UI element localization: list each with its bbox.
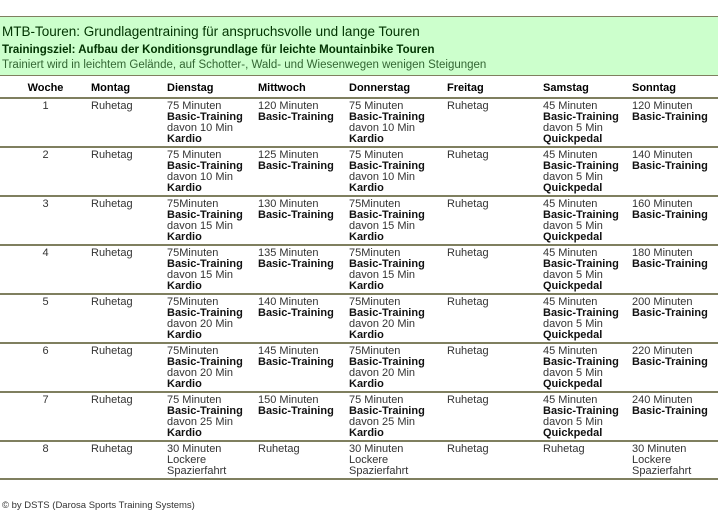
week-number: 5	[0, 294, 91, 343]
training-detail: Ruhetag	[447, 345, 489, 357]
week-number: 3	[0, 196, 91, 245]
cell-friday	[447, 441, 543, 479]
cell-tuesday	[167, 441, 258, 479]
training-type: Basic-Training	[632, 405, 708, 417]
training-detail: Ruhetag	[447, 296, 489, 308]
cell-monday	[91, 294, 167, 343]
training-detail: 75Minuten	[349, 198, 401, 210]
training-detail: 75Minuten	[167, 345, 219, 357]
cell-wednesday	[258, 343, 349, 392]
training-detail: Spazierfahrt	[167, 465, 227, 477]
training-detail: 75 Minuten	[167, 394, 222, 406]
training-detail: 140 Minuten	[632, 149, 693, 161]
training-detail: 75Minuten	[349, 345, 401, 357]
cell-wednesday	[258, 441, 349, 479]
training-type: Basic-Training	[543, 307, 619, 319]
training-detail: 45 Minuten	[543, 198, 598, 210]
copyright-footer: © by DSTS (Darosa Sports Training Systems)	[2, 500, 195, 511]
table-body	[0, 98, 718, 479]
week-number: 7	[0, 392, 91, 441]
training-type: Kardio	[349, 133, 384, 145]
week-number: 1	[0, 98, 91, 147]
training-type: Kardio	[349, 427, 384, 439]
training-detail: davon 15 Min	[349, 220, 416, 232]
training-type: Basic-Training	[349, 258, 425, 270]
cell-saturday	[543, 392, 632, 441]
training-type: Basic-Training	[632, 111, 708, 123]
table-row	[0, 196, 718, 245]
training-description: Trainiert wird in leichtem Gelände, auf Schotter-, Wald- und Wiesenwegen wenigen Steigungen	[2, 59, 487, 71]
cell-tuesday	[167, 98, 258, 147]
training-type: Basic-Training	[349, 405, 425, 417]
training-detail: Ruhetag	[91, 247, 133, 259]
column-header-week: Woche	[0, 79, 91, 98]
training-type: Basic-Training	[167, 111, 243, 123]
cell-thursday	[349, 392, 447, 441]
training-type: Basic-Training	[258, 209, 334, 221]
training-detail: 135 Minuten	[258, 247, 319, 259]
cell-sunday	[632, 147, 718, 196]
training-detail: Lockere Spazierfahrt	[349, 454, 409, 477]
table-row	[0, 343, 718, 392]
training-detail: davon 5 Min	[543, 220, 603, 232]
cell-sunday	[632, 98, 718, 147]
training-detail: Ruhetag	[447, 198, 489, 210]
plan-header	[0, 16, 718, 76]
training-detail: Spazierfahrt	[632, 465, 692, 477]
table-row	[0, 147, 718, 196]
training-detail: 75Minuten	[167, 247, 219, 259]
week-number: 8	[0, 441, 91, 479]
training-type: Basic-Training	[543, 160, 619, 172]
training-type: Quickpedal	[543, 329, 603, 341]
training-type: Basic-Training	[543, 356, 619, 368]
training-type: Quickpedal	[543, 280, 603, 292]
training-detail: Ruhetag	[447, 149, 489, 161]
column-header-friday: Freitag	[447, 79, 543, 98]
cell-friday	[447, 343, 543, 392]
training-detail: 180 Minuten	[632, 247, 693, 259]
training-type: Basic-Training	[632, 356, 708, 368]
table-row	[0, 392, 718, 441]
training-detail: 75Minuten	[349, 247, 401, 259]
cell-monday	[91, 441, 167, 479]
training-detail: davon 15 Min	[349, 269, 416, 281]
table-header-row	[0, 79, 718, 98]
training-detail: 75 Minuten	[167, 100, 222, 112]
cell-saturday	[543, 98, 632, 147]
training-detail: 125 Minuten	[258, 149, 319, 161]
cell-saturday	[543, 245, 632, 294]
cell-saturday	[543, 147, 632, 196]
training-detail: davon 10 Min	[349, 171, 416, 183]
training-detail: 75 Minuten	[349, 394, 404, 406]
training-type: Quickpedal	[543, 231, 603, 243]
training-type: Basic-Training	[258, 307, 334, 319]
training-type: Kardio	[349, 280, 384, 292]
training-detail: 45 Minuten	[543, 296, 598, 308]
cell-monday	[91, 392, 167, 441]
training-type: Basic-Training	[349, 160, 425, 172]
training-detail: 45 Minuten	[543, 149, 598, 161]
training-type: Basic-Training	[632, 307, 708, 319]
cell-friday	[447, 196, 543, 245]
training-type: Basic-Training	[543, 209, 619, 221]
cell-thursday	[349, 343, 447, 392]
cell-thursday	[349, 441, 447, 479]
cell-tuesday	[167, 343, 258, 392]
training-detail: 45 Minuten	[543, 247, 598, 259]
cell-tuesday	[167, 196, 258, 245]
training-type: Basic-Training	[167, 209, 243, 221]
training-detail: Ruhetag	[447, 394, 489, 406]
cell-thursday	[349, 245, 447, 294]
training-detail: davon 5 Min	[543, 171, 603, 183]
training-type: Basic-Training	[543, 258, 619, 270]
column-header-thursday: Donnerstag	[349, 79, 447, 98]
table-row	[0, 98, 718, 147]
table-row	[0, 245, 718, 294]
training-goal: Trainingsziel: Aufbau der Konditionsgrundlage für leichte Mountainbike Touren	[2, 44, 435, 56]
training-detail: davon 15 Min	[167, 269, 234, 281]
training-detail: 30 Minuten	[349, 443, 404, 455]
training-detail: Lockere	[167, 454, 207, 466]
cell-sunday	[632, 245, 718, 294]
training-type: Basic-Training	[258, 258, 334, 270]
training-detail: Ruhetag	[447, 247, 489, 259]
training-detail: 75 Minuten	[167, 149, 222, 161]
cell-saturday	[543, 294, 632, 343]
training-type: Quickpedal	[543, 182, 603, 194]
cell-wednesday	[258, 245, 349, 294]
training-detail: Ruhetag	[258, 443, 300, 455]
cell-tuesday	[167, 147, 258, 196]
cell-friday	[447, 392, 543, 441]
cell-tuesday	[167, 392, 258, 441]
cell-monday	[91, 245, 167, 294]
training-type: Basic-Training	[632, 209, 708, 221]
training-detail: davon 20 Min	[349, 318, 416, 330]
cell-monday	[91, 196, 167, 245]
training-detail: 75Minuten	[167, 198, 219, 210]
training-detail: 200 Minuten	[632, 296, 693, 308]
column-header-sunday: Sonntag	[632, 79, 718, 98]
cell-wednesday	[258, 392, 349, 441]
training-detail: davon 15 Min	[167, 220, 234, 232]
training-detail: 150 Minuten	[258, 394, 319, 406]
training-detail: Ruhetag	[447, 443, 489, 455]
cell-friday	[447, 245, 543, 294]
training-type: Kardio	[167, 280, 202, 292]
training-type: Basic-Training	[543, 405, 619, 417]
training-detail: davon 25 Min	[167, 416, 234, 428]
cell-thursday	[349, 196, 447, 245]
training-type: Kardio	[349, 329, 384, 341]
training-type: Kardio	[349, 231, 384, 243]
training-type: Basic-Training	[258, 405, 334, 417]
cell-thursday	[349, 147, 447, 196]
cell-sunday	[632, 343, 718, 392]
training-detail: 120 Minuten	[258, 100, 319, 112]
training-type: Basic-Training	[632, 160, 708, 172]
cell-friday	[447, 147, 543, 196]
training-type: Basic-Training	[167, 307, 243, 319]
training-detail: davon 5 Min	[543, 122, 603, 134]
cell-sunday	[632, 392, 718, 441]
training-detail: Ruhetag	[91, 198, 133, 210]
training-detail: davon 25 Min	[349, 416, 416, 428]
training-type: Kardio	[167, 378, 202, 390]
training-plan-table	[0, 79, 718, 480]
cell-monday	[91, 98, 167, 147]
cell-thursday	[349, 98, 447, 147]
cell-wednesday	[258, 98, 349, 147]
training-detail: Ruhetag	[91, 100, 133, 112]
cell-sunday	[632, 294, 718, 343]
training-type: Basic-Training	[258, 111, 334, 123]
training-type: Kardio	[349, 378, 384, 390]
cell-monday	[91, 343, 167, 392]
training-detail: 120 Minuten	[632, 100, 693, 112]
cell-wednesday	[258, 294, 349, 343]
cell-sunday	[632, 196, 718, 245]
training-type: Kardio	[167, 182, 202, 194]
training-detail: davon 20 Min	[167, 367, 234, 379]
training-detail: 75 Minuten	[349, 100, 404, 112]
training-type: Quickpedal	[543, 378, 603, 390]
training-detail: davon 5 Min	[543, 367, 603, 379]
training-detail: Ruhetag	[447, 100, 489, 112]
cell-tuesday	[167, 294, 258, 343]
training-type: Basic-Training	[167, 258, 243, 270]
training-detail: Lockere	[632, 454, 672, 466]
training-type: Basic-Training	[258, 356, 334, 368]
training-detail: davon 10 Min	[167, 122, 234, 134]
training-detail: 75Minuten	[349, 296, 401, 308]
training-type: Kardio	[167, 329, 202, 341]
week-number: 4	[0, 245, 91, 294]
training-detail: 75 Minuten	[349, 149, 404, 161]
table-row	[0, 441, 718, 479]
column-header-saturday: Samstag	[543, 79, 632, 98]
cell-thursday	[349, 294, 447, 343]
training-detail: 220 Minuten	[632, 345, 693, 357]
week-number: 2	[0, 147, 91, 196]
week-number: 6	[0, 343, 91, 392]
training-type: Basic-Training	[349, 307, 425, 319]
cell-saturday	[543, 196, 632, 245]
training-detail: Ruhetag	[91, 345, 133, 357]
training-detail: 30 Minuten	[167, 443, 222, 455]
training-type: Basic-Training	[258, 160, 334, 172]
training-detail: Ruhetag	[91, 149, 133, 161]
cell-saturday	[543, 343, 632, 392]
training-detail: Ruhetag	[543, 443, 585, 455]
training-detail: davon 20 Min	[349, 367, 416, 379]
cell-sunday	[632, 441, 718, 479]
training-type: Kardio	[167, 427, 202, 439]
training-type: Basic-Training	[167, 160, 243, 172]
cell-wednesday	[258, 147, 349, 196]
training-detail: 45 Minuten	[543, 100, 598, 112]
training-detail: 160 Minuten	[632, 198, 693, 210]
training-detail: davon 5 Min	[543, 318, 603, 330]
cell-friday	[447, 98, 543, 147]
cell-tuesday	[167, 245, 258, 294]
training-type: Basic-Training	[349, 111, 425, 123]
training-detail: Ruhetag	[91, 394, 133, 406]
training-detail: davon 10 Min	[349, 122, 416, 134]
cell-friday	[447, 294, 543, 343]
column-header-monday: Montag	[91, 79, 167, 98]
training-detail: 130 Minuten	[258, 198, 319, 210]
training-type: Kardio	[349, 182, 384, 194]
training-detail: Ruhetag	[91, 443, 133, 455]
training-type: Basic-Training	[167, 356, 243, 368]
training-detail: davon 5 Min	[543, 269, 603, 281]
training-detail: 30 Minuten	[632, 443, 687, 455]
training-detail: 145 Minuten	[258, 345, 319, 357]
training-type: Kardio	[167, 231, 202, 243]
training-detail: davon 10 Min	[167, 171, 234, 183]
training-detail: davon 5 Min	[543, 416, 603, 428]
training-detail: 140 Minuten	[258, 296, 319, 308]
training-type: Basic-Training	[167, 405, 243, 417]
column-header-wednesday: Mittwoch	[258, 79, 349, 98]
training-type: Basic-Training	[349, 356, 425, 368]
training-type: Quickpedal	[543, 427, 603, 439]
training-detail: 45 Minuten	[543, 394, 598, 406]
training-type: Basic-Training	[543, 111, 619, 123]
training-detail: 240 Minuten	[632, 394, 693, 406]
cell-wednesday	[258, 196, 349, 245]
training-detail: 75Minuten	[167, 296, 219, 308]
column-header-tuesday: Dienstag	[167, 79, 258, 98]
training-type: Basic-Training	[349, 209, 425, 221]
page-title: MTB-Touren: Grundlagentraining für anspruchsvolle und lange Touren	[2, 24, 420, 39]
table-row	[0, 294, 718, 343]
training-type: Basic-Training	[632, 258, 708, 270]
training-detail: 45 Minuten	[543, 345, 598, 357]
cell-saturday	[543, 441, 632, 479]
training-detail: Ruhetag	[91, 296, 133, 308]
cell-monday	[91, 147, 167, 196]
training-detail: davon 20 Min	[167, 318, 234, 330]
training-type: Kardio	[167, 133, 202, 145]
training-type: Quickpedal	[543, 133, 603, 145]
